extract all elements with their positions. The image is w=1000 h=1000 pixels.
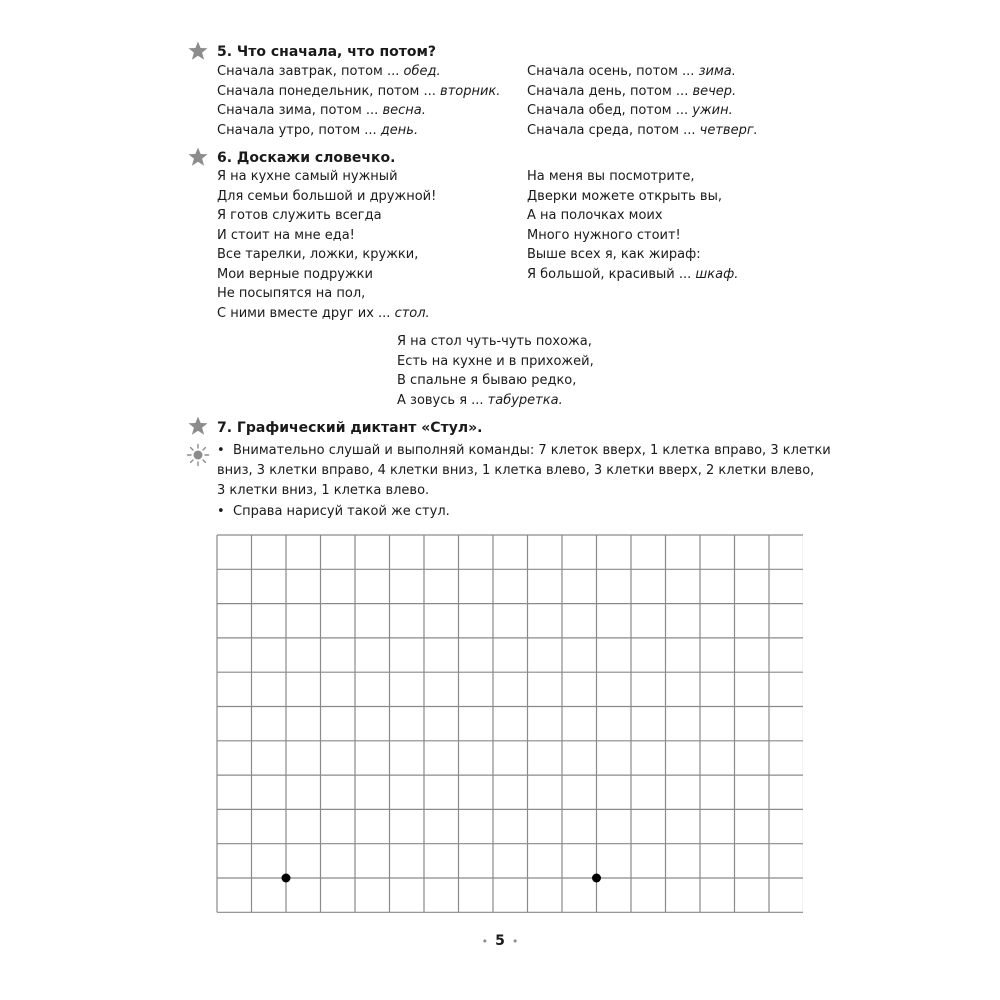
page-number-block	[478, 933, 522, 949]
line-answer: весна.	[382, 103, 426, 118]
ex5-right-column	[527, 62, 758, 140]
text-line	[527, 62, 758, 82]
line-text: Сначала зима, потом ...	[217, 103, 383, 118]
line-answer: зима.	[698, 64, 736, 79]
line-text: Я готов служить всегда	[217, 208, 382, 223]
ex6-right-poem	[527, 167, 738, 284]
sun-icon	[186, 443, 210, 467]
exercise-5-title: 5. Что сначала, что потом?	[217, 44, 437, 60]
line-text: И стоит на мне еда!	[217, 227, 355, 243]
text-line	[397, 371, 594, 391]
line-text: С ними вместе друг их ...	[217, 305, 395, 321]
text-line	[527, 206, 738, 226]
line-text: А зовусь я ...	[397, 392, 488, 408]
line-text: Есть на кухне и в прихожей,	[397, 353, 594, 369]
line-text: Мои верные подружки	[217, 266, 373, 282]
line-text: Я большой, красивый ...	[527, 266, 696, 282]
ex7-bullet: •	[217, 504, 225, 519]
line-answer: день.	[380, 122, 419, 138]
text-line	[527, 245, 738, 265]
line-text: Сначала среда, потом ...	[527, 122, 700, 138]
text-line	[217, 101, 500, 121]
star-icon	[188, 41, 208, 61]
text-line	[217, 82, 500, 102]
line-text: Я на стол чуть-чуть похожа,	[397, 334, 592, 349]
text-line	[397, 391, 594, 411]
ex7-instruction-draw: Справа нарисуй такой же стул.	[233, 504, 450, 519]
line-text: Много нужного стоит!	[527, 227, 681, 243]
text-line	[397, 352, 594, 372]
star-icon	[188, 147, 208, 167]
line-text: Я на кухне самый нужный	[217, 169, 398, 184]
line-answer: четверг.	[699, 122, 758, 138]
text-line	[527, 82, 758, 102]
text-line	[217, 121, 500, 141]
line-text: А на полочках моих	[527, 208, 663, 223]
ex7-instruction-line-3: 3 клетки вниз, 1 клетка влево.	[217, 483, 430, 498]
text-line	[217, 167, 436, 187]
line-text: Сначала понедельник, потом ...	[217, 83, 441, 99]
ex6-center-poem	[397, 332, 594, 410]
text-line	[397, 332, 594, 352]
line-answer: ужин.	[692, 103, 733, 118]
page-dot-left: •	[481, 934, 489, 948]
star-icon	[188, 416, 208, 436]
line-text: Сначала осень, потом ...	[527, 64, 699, 79]
line-answer: шкаф.	[695, 266, 739, 282]
page-number: 5	[495, 933, 505, 949]
line-answer: вторник.	[440, 83, 501, 99]
text-line	[217, 245, 436, 265]
text-line	[527, 121, 758, 141]
text-line	[527, 167, 738, 187]
line-text: Для семьи большой и дружной!	[217, 188, 437, 204]
ex5-left-column	[217, 62, 500, 140]
line-text: На меня вы посмотрите,	[527, 169, 695, 184]
text-line	[217, 206, 436, 226]
ex7-instruction-line-1: Внимательно слушай и выполняй команды: 7 клеток вверх, 1 клетка вправо, 3 клетки	[233, 443, 831, 458]
text-line	[527, 265, 738, 285]
text-line	[217, 226, 436, 246]
start-point	[592, 874, 601, 883]
line-text: Сначала обед, потом ...	[527, 103, 693, 118]
text-line	[217, 265, 436, 285]
line-text: Сначала день, потом ...	[527, 83, 693, 99]
exercise-7-title: 7. Графический диктант «Стул».	[217, 420, 483, 436]
text-line	[527, 187, 738, 207]
line-answer: вечер.	[692, 83, 737, 99]
line-text: Все тарелки, ложки, кружки,	[217, 247, 419, 262]
text-line	[217, 62, 500, 82]
text-line	[527, 101, 758, 121]
line-answer: стол.	[394, 305, 430, 321]
line-text: Дверки можете открыть вы,	[527, 188, 722, 204]
line-text: Выше всех я, как жираф:	[527, 247, 701, 262]
line-text: В спальне я бываю редко,	[397, 373, 577, 388]
ex6-left-poem	[217, 167, 436, 323]
text-line	[217, 284, 436, 304]
exercise-6-title: 6. Доскажи словечко.	[217, 150, 396, 166]
line-text: Сначала завтрак, потом ...	[217, 64, 404, 79]
text-line	[217, 187, 436, 207]
page-dot-right: •	[511, 934, 519, 948]
line-answer: обед.	[403, 64, 441, 79]
line-answer: табуретка.	[487, 392, 563, 408]
ex7-bullet: •	[217, 443, 225, 458]
dictation-grid[interactable]	[216, 534, 803, 914]
line-text: Сначала утро, потом ...	[217, 122, 381, 138]
text-line	[527, 226, 738, 246]
ex7-instruction-line-2: вниз, 3 клетки вправо, 4 клетки вниз, 1 клетка влево, 3 клетки вверх, 2 клетки влево,	[217, 463, 815, 478]
text-line	[217, 304, 436, 324]
start-point	[282, 874, 291, 883]
line-text: Не посыпятся на пол,	[217, 286, 366, 301]
